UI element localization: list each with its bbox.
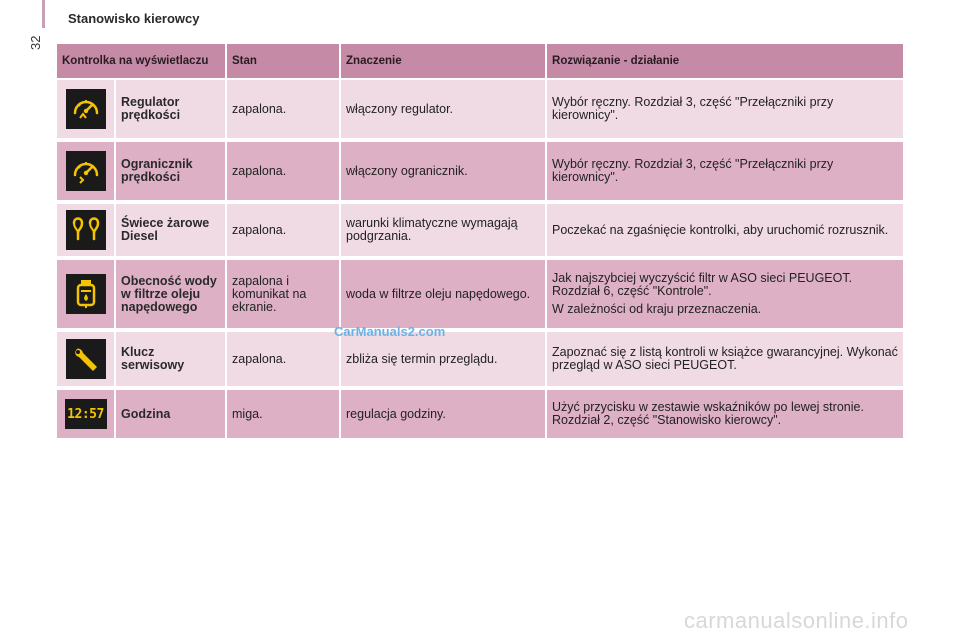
indicator-name: Obecność wody w filtrze oleju napędowego	[116, 260, 227, 332]
indicator-solution	[547, 80, 903, 142]
indicator-name: Ogranicznik prędkości	[116, 142, 227, 204]
indicator-solution	[547, 260, 903, 332]
table-row	[57, 80, 903, 142]
header-state: Stan	[227, 44, 341, 80]
side-accent-bar	[42, 0, 45, 28]
table-row	[57, 260, 903, 332]
section-title: Stanowisko kierowcy	[68, 11, 200, 26]
indicator-name: Klucz serwisowy	[116, 332, 227, 390]
indicator-meaning: regulacja godziny.	[341, 390, 547, 442]
indicator-meaning: włączony ogranicznik.	[341, 142, 547, 204]
indicator-solution	[547, 142, 903, 204]
indicator-meaning: woda w filtrze oleju napędowego.	[341, 260, 547, 332]
table-row	[57, 390, 903, 442]
table-row	[57, 204, 903, 260]
indicator-state: zapalona.	[227, 204, 341, 260]
page-number: 32	[28, 35, 43, 50]
icon-cell	[57, 390, 116, 442]
indicator-state: zapalona.	[227, 80, 341, 142]
indicator-state: zapalona.	[227, 332, 341, 390]
solution-text: Użyć przycisku w zestawie wskaźników po lewej stronie. Rozdział 2, część "Stanowisko kierowcy".	[552, 400, 864, 427]
warning-lights-table	[57, 44, 903, 442]
clock-digits: 12:57	[67, 406, 104, 422]
solution-note: W zależności od kraju przeznaczenia.	[552, 302, 762, 316]
table-row	[57, 142, 903, 204]
indicator-state: miga.	[227, 390, 341, 442]
icon-cell	[57, 142, 116, 204]
table-header-row	[57, 44, 903, 80]
solution-text: Wybór ręczny. Rozdział 3, część "Przełączniki przy kierownicy".	[552, 157, 834, 184]
watermark: CarManuals2.com	[334, 324, 446, 339]
clock-display-icon	[65, 399, 107, 429]
icon-cell	[57, 260, 116, 332]
indicator-state: zapalona.	[227, 142, 341, 204]
indicator-meaning: włączony regulator.	[341, 80, 547, 142]
icon-cell	[57, 80, 116, 142]
water-in-fuel-filter-icon	[66, 274, 106, 314]
solution-text: Jak najszybciej wyczyścić filtr w ASO sieci PEUGEOT. Rozdział 6, część "Kontrole".	[552, 271, 853, 298]
footer-brand: carmanualsonline.info	[684, 608, 909, 633]
solution-text: Poczekać na zgaśnięcie kontrolki, aby uruchomić rozrusznik.	[552, 222, 889, 237]
speed-regulator-icon	[66, 89, 106, 129]
indicator-solution	[547, 332, 903, 390]
icon-cell	[57, 332, 116, 390]
wrench-icon	[66, 339, 106, 379]
icon-cell	[57, 204, 116, 260]
indicator-name: Godzina	[116, 390, 227, 442]
speed-limiter-icon	[66, 151, 106, 191]
header-meaning: Znaczenie	[341, 44, 547, 80]
indicator-meaning: zbliża się termin przeglądu.	[341, 332, 547, 390]
table-row	[57, 332, 903, 390]
glow-plug-icon	[66, 210, 106, 250]
header-solution: Rozwiązanie - działanie	[547, 44, 903, 80]
indicator-solution	[547, 390, 903, 442]
solution-text: Wybór ręczny. Rozdział 3, część "Przełączniki przy kierownicy".	[552, 95, 834, 122]
solution-text: Zapoznać się z listą kontroli w książce gwarancyjnej. Wykonać przegląd w ASO sieci PEUGEOT.	[552, 345, 898, 372]
indicator-state: zapalona i komunikat na ekranie.	[227, 260, 341, 332]
indicator-name: Regulator prędkości	[116, 80, 227, 142]
indicator-solution	[547, 204, 903, 260]
indicator-meaning: warunki klimatyczne wymagają podgrzania.	[341, 204, 547, 260]
header-indicator: Kontrolka na wyświetlaczu	[57, 44, 227, 80]
indicator-name: Świece żarowe Diesel	[116, 204, 227, 260]
